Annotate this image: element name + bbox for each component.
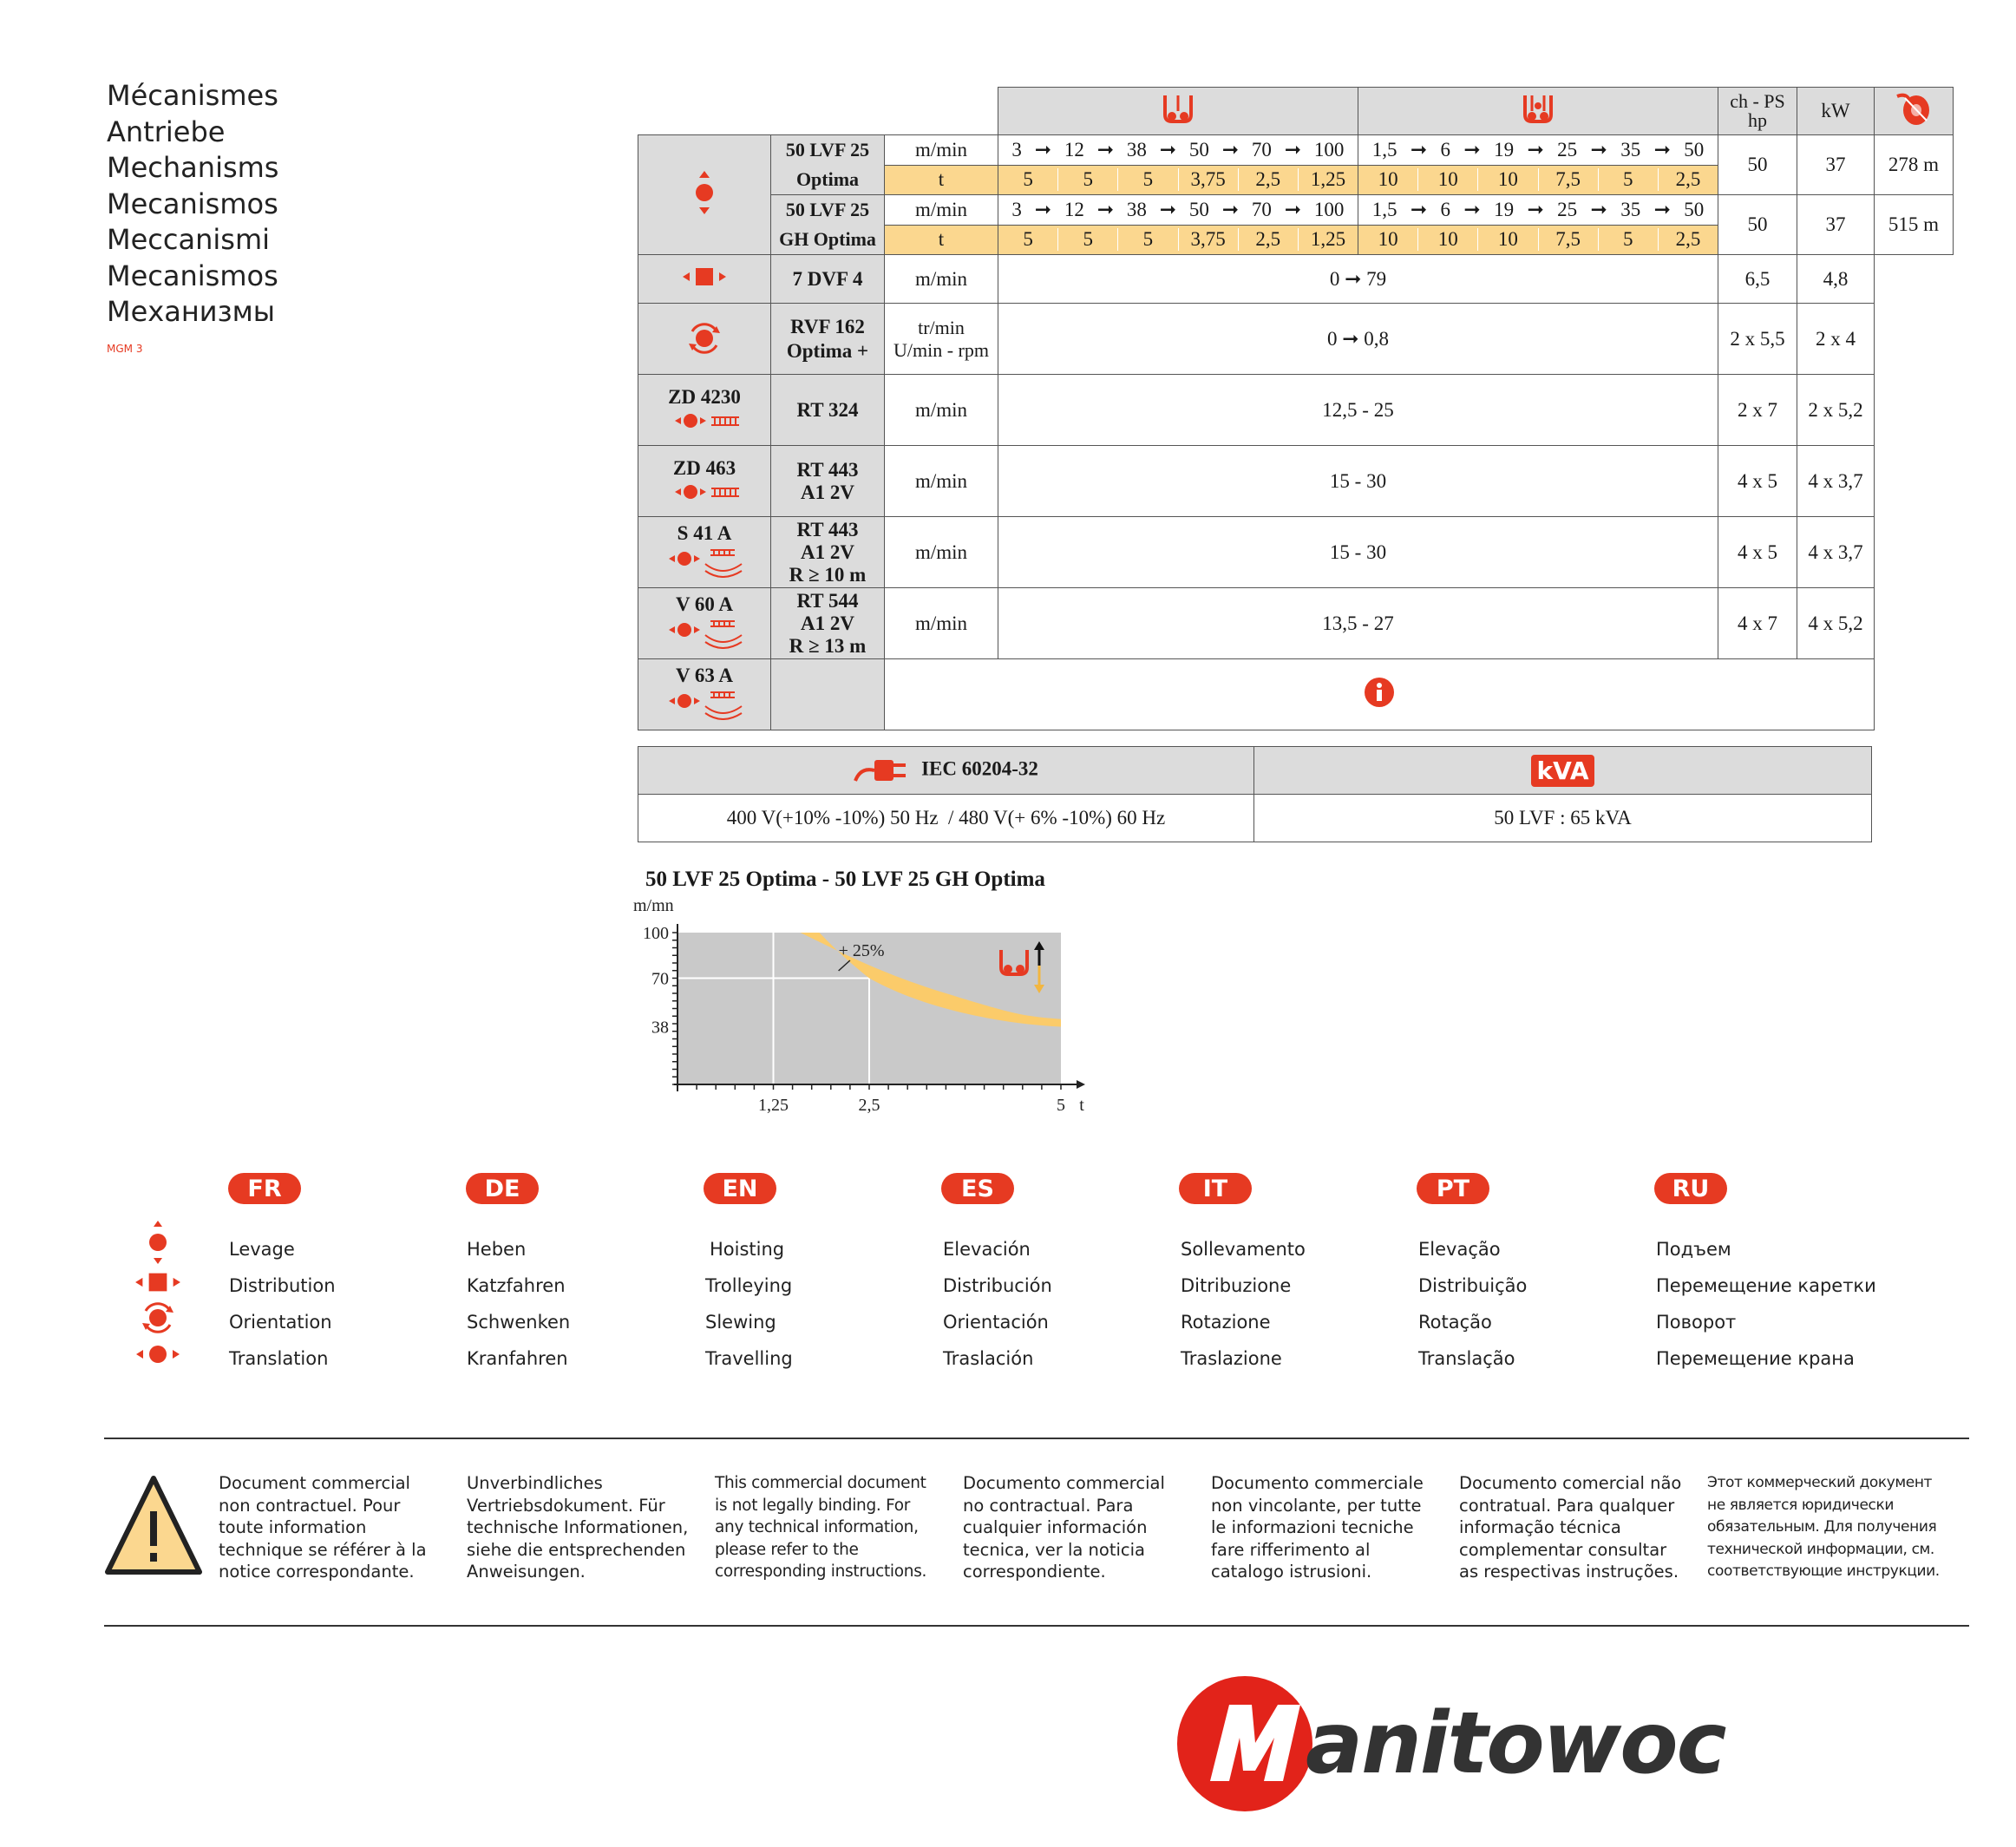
- ps-value: 50: [1718, 135, 1797, 195]
- y-tick-label: 100: [643, 924, 669, 943]
- kva-badge: kVA: [1531, 755, 1594, 787]
- x-axis-arrow: [1077, 1080, 1085, 1089]
- title-pt: Mecanismos: [107, 259, 278, 292]
- mechanism-empty: [771, 659, 885, 730]
- slewing-speed-range: 0 ➞ 0,8: [998, 304, 1718, 375]
- unit-speed: m/min: [885, 195, 998, 226]
- unit: m/min: [885, 375, 998, 446]
- loads-single-1: 5 5 5 3,75 2,5 1,25: [998, 165, 1358, 195]
- reference-code: MGM 3: [107, 343, 143, 355]
- disclaimer-es: Documento commercial no contractual. Para cualquier información tecnica, ver la noticia correspondiente.: [963, 1473, 1165, 1582]
- ps-value: 2 x 5,5: [1718, 304, 1797, 375]
- manitowoc-logo: [1175, 1670, 1731, 1818]
- chassis-v60a: V 60 A: [638, 588, 771, 659]
- iec-standard: IEC 60204-32: [921, 757, 1038, 780]
- unit-speed: m/min: [885, 135, 998, 166]
- info-cell: [885, 659, 1875, 730]
- section-titles: [107, 78, 278, 331]
- cable-drum-icon: [1894, 89, 1934, 128]
- title-de: Antriebe: [107, 115, 226, 148]
- header-double-fall: [1358, 88, 1718, 135]
- speeds-single-2: 3 ➞ 12 ➞ 38 ➞ 50 ➞ 70 ➞ 100: [998, 195, 1358, 226]
- travel-curved-rail-icon: [657, 547, 752, 578]
- chart-hoist-icon: [998, 941, 1050, 993]
- unit: m/min: [885, 517, 998, 588]
- model-rvf162: RVF 162 Optima +: [771, 304, 885, 375]
- ps-value: 6,5: [1718, 255, 1797, 304]
- unit: m/min: [885, 588, 998, 659]
- chassis-s41a: S 41 A: [638, 517, 771, 588]
- lang-badge-fr: FR: [228, 1173, 301, 1204]
- divider-bottom: [104, 1625, 1969, 1627]
- lang-badge-pt: PT: [1417, 1173, 1489, 1204]
- lang-col-it: Sollevamento Ditribuzione Rotazione Traslazione: [1181, 1239, 1306, 1369]
- trolleying-icon: [134, 1271, 182, 1294]
- model-50lvf25-optima: 50 LVF 25 Optima: [771, 135, 885, 195]
- hoist-double-fall-icon: [1522, 94, 1554, 123]
- title-en: Mechanisms: [107, 151, 279, 184]
- unit: m/min: [885, 446, 998, 517]
- header-kw: kW: [1797, 88, 1875, 135]
- cable-length: 278 m: [1875, 135, 1954, 195]
- lang-badge-es: ES: [941, 1173, 1014, 1204]
- travel-icon: [134, 1344, 182, 1365]
- travel-speed-range: 13,5 - 27: [998, 588, 1718, 659]
- kw-value: 4 x 5,2: [1797, 588, 1875, 659]
- y-axis-label: m/mn: [633, 896, 674, 915]
- annotation-plus-25: + 25%: [838, 941, 885, 960]
- chassis-zd463: ZD 463: [638, 446, 771, 517]
- x-tick-label: 5: [1057, 1096, 1065, 1115]
- title-ru: Механизмы: [107, 295, 275, 328]
- power-plug-icon: [854, 755, 909, 786]
- slewing-row-icon: [638, 304, 771, 375]
- y-tick-label: 70: [651, 969, 669, 989]
- lang-badge-ru: RU: [1654, 1173, 1727, 1204]
- kw-value: 37: [1797, 135, 1875, 195]
- model-50lvf25-gh-optima: 50 LVF 25 GH Optima: [771, 195, 885, 255]
- loads-double-2: 10 10 10 7,5 5 2,5: [1358, 225, 1718, 255]
- disclaimer-pt: Documento comercial não contratual. Para qualquer informação técnica complementar consultar as respectivas instruções.: [1459, 1473, 1682, 1582]
- header-single-fall: [998, 88, 1358, 135]
- travel-rail-icon: [661, 483, 748, 501]
- mechanism-rt443-curve: RT 443 A1 2V R ≥ 10 m: [771, 517, 885, 588]
- chassis-zd4230: ZD 4230: [638, 375, 771, 446]
- ps-value: 4 x 7: [1718, 588, 1797, 659]
- disclaimer-fr: Document commercial non contractuel. Pour toute information technique se référer à la notice correspondante.: [219, 1473, 427, 1582]
- lang-col-es: Elevación Distribución Orientación Traslación: [943, 1239, 1052, 1369]
- kva-value-cell: 50 LVF : 65 kVA: [1254, 795, 1872, 842]
- hoist-single-fall-icon: [1162, 94, 1194, 123]
- mechanism-rt544: RT 544 A1 2V R ≥ 13 m: [771, 588, 885, 659]
- hoisting-row-icon: [638, 135, 771, 255]
- header-cable: [1875, 88, 1954, 135]
- disclaimer-de: Unverbindliches Vertriebsdokument. Für technische Informationen, siehe die entsprechenden Anweisungen.: [467, 1473, 689, 1582]
- info-icon: [1364, 677, 1395, 708]
- header-power-ps: ch - PS hp: [1718, 88, 1797, 135]
- model-7dvf4: 7 DVF 4: [771, 255, 885, 304]
- kw-value: 4 x 3,7: [1797, 446, 1875, 517]
- ps-value: 4 x 5: [1718, 517, 1797, 588]
- hoist-single-fall-icon: [1001, 950, 1027, 974]
- ps-value: 4 x 5: [1718, 446, 1797, 517]
- mechanism-rt324: RT 324: [771, 375, 885, 446]
- speeds-double-2: 1,5 ➞ 6 ➞ 19 ➞ 25 ➞ 35 ➞ 50: [1358, 195, 1718, 226]
- lang-col-fr: Levage Distribution Orientation Translation: [229, 1239, 336, 1369]
- travel-speed-range: 12,5 - 25: [998, 375, 1718, 446]
- title-es: Mecanismos: [107, 187, 278, 220]
- power-table: [638, 746, 1872, 842]
- hoisting-icon: [691, 169, 717, 216]
- travel-curved-rail-icon: [657, 618, 752, 649]
- lang-badge-it: IT: [1179, 1173, 1252, 1204]
- ps-value: 50: [1718, 195, 1797, 255]
- kw-value: 2 x 4: [1797, 304, 1875, 375]
- lang-badge-en: EN: [704, 1173, 776, 1204]
- standard-cell: [638, 747, 1254, 795]
- warning-icon: [104, 1475, 203, 1575]
- loads-single-2: 5 5 5 3,75 2,5 1,25: [998, 225, 1358, 255]
- mechanisms-table: [638, 87, 1954, 730]
- lang-col-pt: Elevação Distribuição Rotação Translação: [1418, 1239, 1528, 1369]
- speeds-single-1: 3 ➞ 12 ➞ 38 ➞ 50 ➞ 70 ➞ 100: [998, 135, 1358, 166]
- disclaimer-en: This commercial document is not legally binding. For any technical information, please refer to the corresponding instructions.: [715, 1474, 927, 1581]
- lang-col-en: Hoisting Trolleying Slewing Travelling: [705, 1239, 793, 1369]
- slewing-icon: [141, 1299, 175, 1333]
- travel-speed-range: 15 - 30: [998, 517, 1718, 588]
- unit: m/min: [885, 255, 998, 304]
- cable-length: 515 m: [1875, 195, 1954, 255]
- up-down-arrow-icon: [1034, 941, 1044, 993]
- voltage-cell: 400 V(+10% -10%) 50 Hz / 480 V(+ 6% -10%) 60 Hz: [638, 795, 1254, 842]
- kw-value: 37: [1797, 195, 1875, 255]
- travel-curved-rail-icon: [657, 689, 752, 720]
- chart-title: 50 LVF 25 Optima - 50 LVF 25 GH Optima: [645, 868, 1045, 891]
- svg-text:anitowoc: anitowoc: [1306, 1694, 1725, 1793]
- trolley-speed-range: 0 ➞ 79: [998, 255, 1718, 304]
- lang-badge-de: DE: [466, 1173, 539, 1204]
- y-tick-label: 38: [651, 1018, 669, 1038]
- slewing-icon: [687, 319, 722, 354]
- travel-speed-range: 15 - 30: [998, 446, 1718, 517]
- kw-value: 4,8: [1797, 255, 1875, 304]
- trolleying-icon: [681, 266, 728, 287]
- travel-rail-icon: [661, 412, 748, 429]
- kw-value: 4 x 3,7: [1797, 517, 1875, 588]
- unit-rotation: tr/min U/min - rpm: [885, 304, 998, 375]
- title-it: Meccanismi: [107, 223, 270, 256]
- mechanism-rt443: RT 443 A1 2V: [771, 446, 885, 517]
- trolleying-row-icon: [638, 255, 771, 304]
- speeds-double-1: 1,5 ➞ 6 ➞ 19 ➞ 25 ➞ 35 ➞ 50: [1358, 135, 1718, 166]
- kva-header-cell: [1254, 747, 1872, 795]
- disclaimer-ru: Этот коммерческий документ не является юридически обязательным. Для получения технической информации, см. соответствующие инструкции.: [1707, 1474, 1940, 1580]
- disclaimer-it: Documento commerciale non vincolante, per tutte le informazioni tecniche fare rifferimento al catalogo istrusioni.: [1211, 1473, 1424, 1582]
- kw-value: 2 x 5,2: [1797, 375, 1875, 446]
- speed-load-chart: [633, 894, 1110, 1119]
- unit-load: t: [885, 165, 998, 195]
- loads-double-1: 10 10 10 7,5 5 2,5: [1358, 165, 1718, 195]
- lang-col-de: Heben Katzfahren Schwenken Kranfahren: [467, 1239, 571, 1369]
- divider-top: [104, 1438, 1969, 1439]
- unit-load: t: [885, 225, 998, 255]
- x-tick-label: 2,5: [858, 1096, 880, 1115]
- ps-value: 2 x 7: [1718, 375, 1797, 446]
- lang-col-ru: Подъем Перемещение каретки Поворот Перемещение крана: [1656, 1239, 1876, 1369]
- x-tick-label: 1,25: [758, 1096, 789, 1115]
- hoisting-icon: [142, 1219, 173, 1266]
- chassis-v63a: V 63 A: [638, 659, 771, 730]
- title-fr: Mécanismes: [107, 79, 278, 112]
- x-axis-label: t: [1079, 1096, 1084, 1115]
